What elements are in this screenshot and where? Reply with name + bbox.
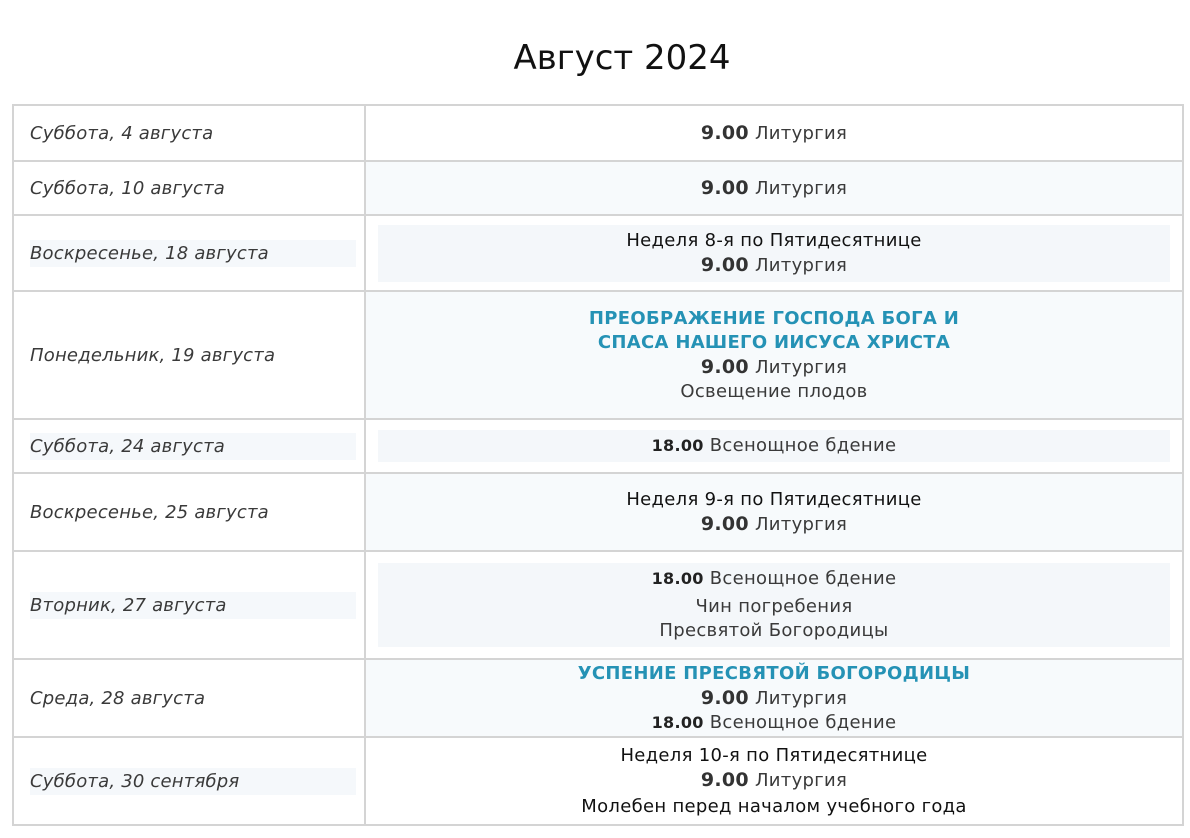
day-cell <box>13 291 365 419</box>
service-name: Всенощное бдение <box>709 435 897 456</box>
service-name: Литургия <box>754 356 848 378</box>
day-label: Суббота, 4 августа <box>30 122 214 144</box>
table-row <box>13 419 1183 473</box>
day-cell <box>13 737 365 825</box>
day-cell <box>13 161 365 215</box>
service-name: Всенощное бдение <box>709 711 897 733</box>
feast-title: УСПЕНИЕ ПРЕСВЯТОЙ БОГОРОДИЦЫ <box>577 662 971 684</box>
day-label: Суббота, 24 августа <box>30 433 356 460</box>
service-name: Литургия <box>754 254 848 276</box>
service-cell <box>365 105 1183 161</box>
service-name: Литургия <box>754 177 848 199</box>
day-label: Среда, 28 августа <box>30 687 206 709</box>
feast-title: ПРЕОБРАЖЕНИЕ ГОСПОДА БОГА И <box>588 307 960 329</box>
day-label: Суббота, 30 сентября <box>30 768 356 795</box>
service-time: 9.00 <box>700 176 749 199</box>
service-time: 9.00 <box>700 121 749 144</box>
table-row <box>13 161 1183 215</box>
service-cell <box>365 291 1183 419</box>
day-cell <box>13 551 365 659</box>
day-label: Вторник, 27 августа <box>30 592 356 619</box>
table-row <box>13 105 1183 161</box>
table-row <box>13 291 1183 419</box>
table-row <box>13 215 1183 291</box>
service-cell <box>365 659 1183 737</box>
service-name: Всенощное бдение <box>709 568 897 589</box>
service-name: Пресвятой Богородицы <box>659 620 889 641</box>
service-time: 18.00 <box>651 436 704 455</box>
day-cell <box>13 215 365 291</box>
service-cell <box>365 737 1183 825</box>
day-cell <box>13 105 365 161</box>
table-row <box>13 659 1183 737</box>
service-time: 9.00 <box>700 355 749 378</box>
page-title: Август 2024 <box>513 38 731 78</box>
service-time: 18.00 <box>651 712 704 732</box>
service-time: 9.00 <box>700 253 749 276</box>
day-cell <box>13 473 365 551</box>
service-name: Литургия <box>754 769 848 791</box>
day-label: Понедельник, 19 августа <box>30 344 276 366</box>
feast-title: СПАСА НАШЕГО ИИСУСА ХРИСТА <box>597 331 951 353</box>
service-name: Освещение плодов <box>680 380 868 402</box>
table-row <box>13 737 1183 825</box>
day-label: Суббота, 10 августа <box>30 177 225 199</box>
table-row <box>13 473 1183 551</box>
sunday-title: Неделя 9-я по Пятидесятнице <box>626 488 922 510</box>
service-time: 18.00 <box>651 569 704 588</box>
day-label: Воскресенье, 18 августа <box>30 240 356 267</box>
service-name: Литургия <box>754 687 848 709</box>
service-time: 9.00 <box>700 768 749 791</box>
service-cell <box>365 473 1183 551</box>
service-name: Молебен перед началом учебного года <box>581 795 967 817</box>
service-cell <box>365 419 1183 473</box>
service-name: Литургия <box>754 513 848 535</box>
service-name: Литургия <box>754 122 848 144</box>
service-cell <box>365 551 1183 659</box>
day-cell <box>13 659 365 737</box>
sunday-title: Неделя 8-я по Пятидесятнице <box>626 229 922 251</box>
schedule-table <box>12 104 1184 826</box>
table-row <box>13 551 1183 659</box>
day-label: Воскресенье, 25 августа <box>30 501 269 523</box>
service-name: Чин погребения <box>695 596 853 617</box>
service-cell <box>365 215 1183 291</box>
service-time: 9.00 <box>700 686 749 709</box>
sunday-title: Неделя 10-я по Пятидесятнице <box>620 744 928 766</box>
service-time: 9.00 <box>700 512 749 535</box>
service-cell <box>365 161 1183 215</box>
day-cell <box>13 419 365 473</box>
